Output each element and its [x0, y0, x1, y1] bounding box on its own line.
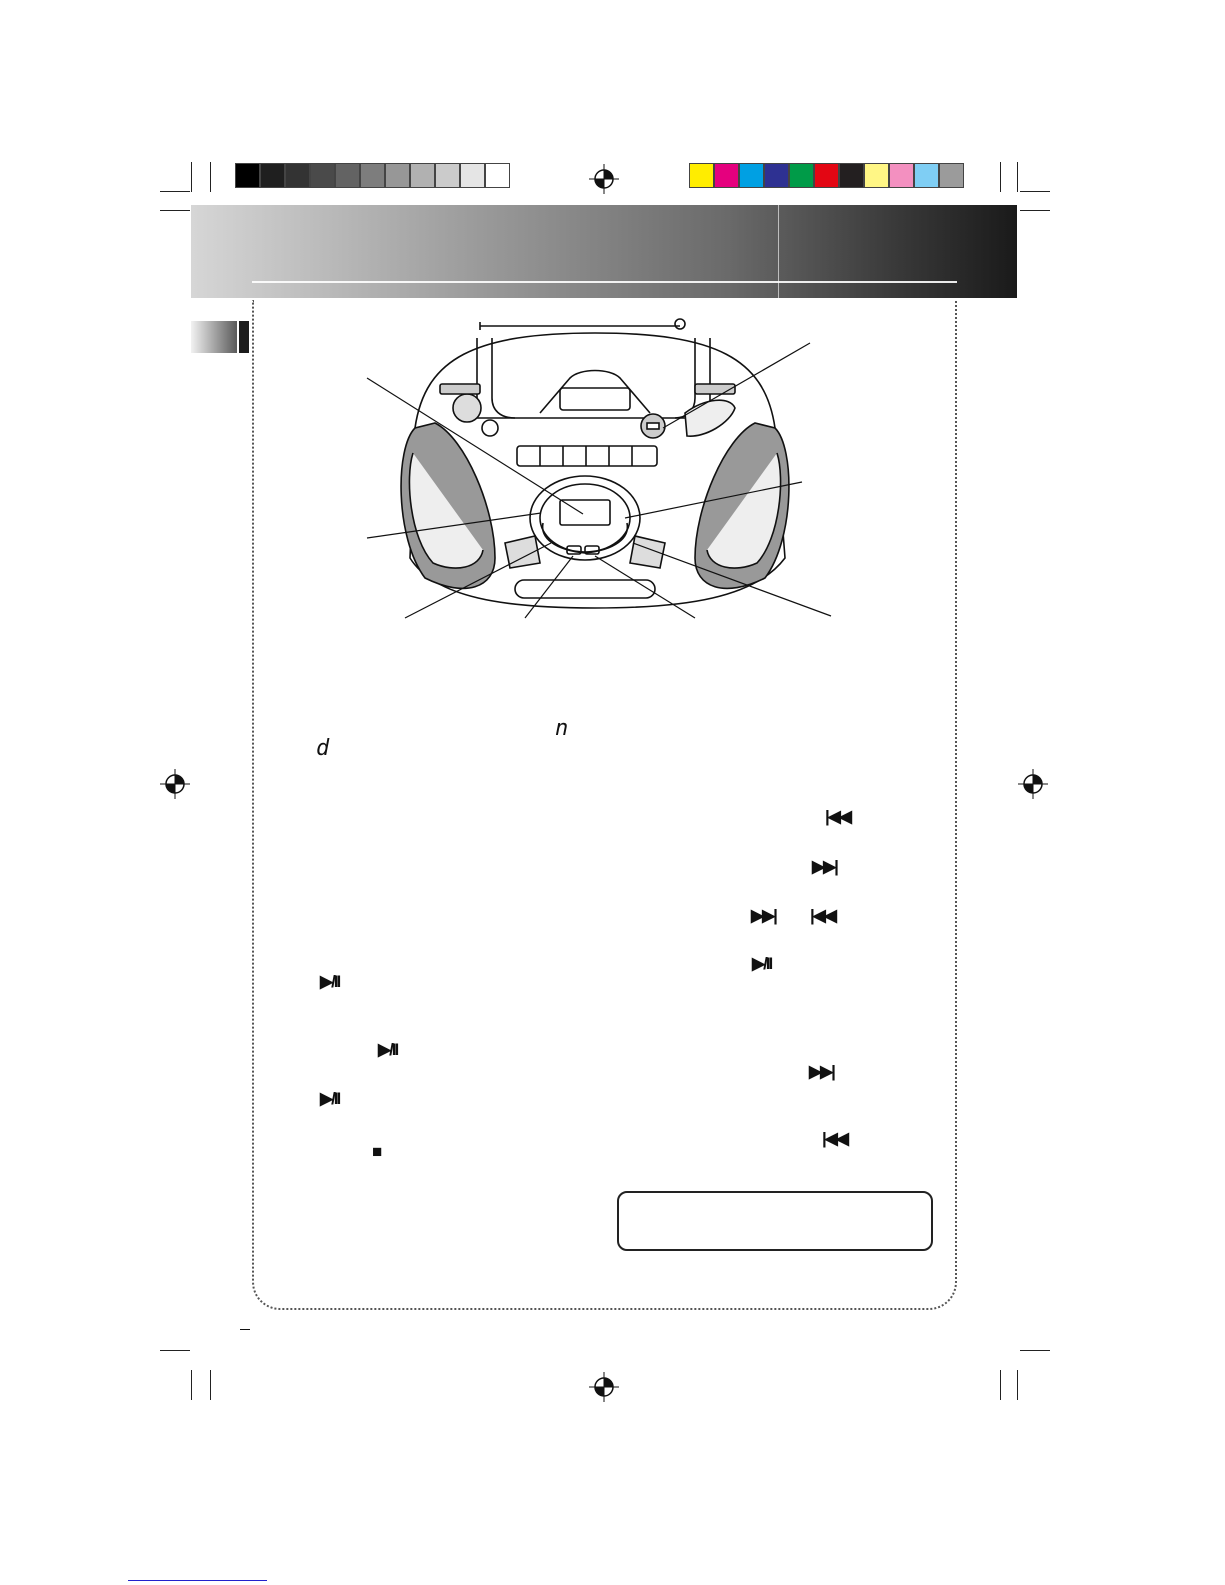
header-rule	[252, 281, 957, 283]
color-swatch	[939, 163, 964, 188]
gray-swatch	[410, 163, 435, 188]
gray-swatch	[460, 163, 485, 188]
color-swatch	[864, 163, 889, 188]
gray-swatch	[285, 163, 310, 188]
color-swatch	[814, 163, 839, 188]
section-header-band	[191, 205, 1017, 298]
gray-swatch	[260, 163, 285, 188]
next-track-icon: ▶▶|	[809, 1062, 834, 1081]
page-number-dash	[240, 1329, 250, 1330]
registration-target-bottom	[589, 1372, 619, 1402]
previous-track-icon: |◀◀	[810, 906, 835, 925]
footer-rule	[128, 1580, 267, 1581]
registration-target-left	[160, 769, 190, 799]
process-color-bar	[689, 163, 964, 188]
color-swatch	[889, 163, 914, 188]
stop-icon: ■	[372, 1142, 381, 1161]
gray-swatch	[385, 163, 410, 188]
color-swatch	[839, 163, 864, 188]
display-glyph-n: n	[555, 716, 569, 741]
next-track-icon: ▶▶|	[751, 906, 776, 925]
color-swatch	[789, 163, 814, 188]
color-swatch	[739, 163, 764, 188]
header-divider	[778, 205, 779, 298]
color-swatch	[689, 163, 714, 188]
gray-swatch	[485, 163, 510, 188]
gray-swatch	[360, 163, 385, 188]
cd-cassette-boombox	[355, 318, 835, 623]
play-pause-icon: ▶/II	[378, 1040, 398, 1059]
previous-track-icon: |◀◀	[822, 1129, 847, 1148]
color-swatch	[914, 163, 939, 188]
gray-swatch	[235, 163, 260, 188]
gray-swatch	[335, 163, 360, 188]
gray-swatch	[435, 163, 460, 188]
grayscale-color-bar	[235, 163, 510, 188]
registration-target-right	[1018, 769, 1048, 799]
note-box	[617, 1191, 933, 1251]
previous-track-icon: |◀◀	[825, 807, 850, 826]
section-tab	[191, 321, 237, 353]
next-track-icon: ▶▶|	[812, 857, 837, 876]
registration-target-top	[589, 164, 619, 194]
play-pause-icon: ▶/II	[752, 954, 772, 973]
gray-swatch	[310, 163, 335, 188]
color-swatch	[714, 163, 739, 188]
display-glyph-d: d	[316, 736, 330, 761]
play-pause-icon: ▶/II	[320, 1089, 340, 1108]
color-swatch	[764, 163, 789, 188]
play-pause-icon: ▶/II	[320, 972, 340, 991]
section-tab-marker	[239, 321, 249, 353]
